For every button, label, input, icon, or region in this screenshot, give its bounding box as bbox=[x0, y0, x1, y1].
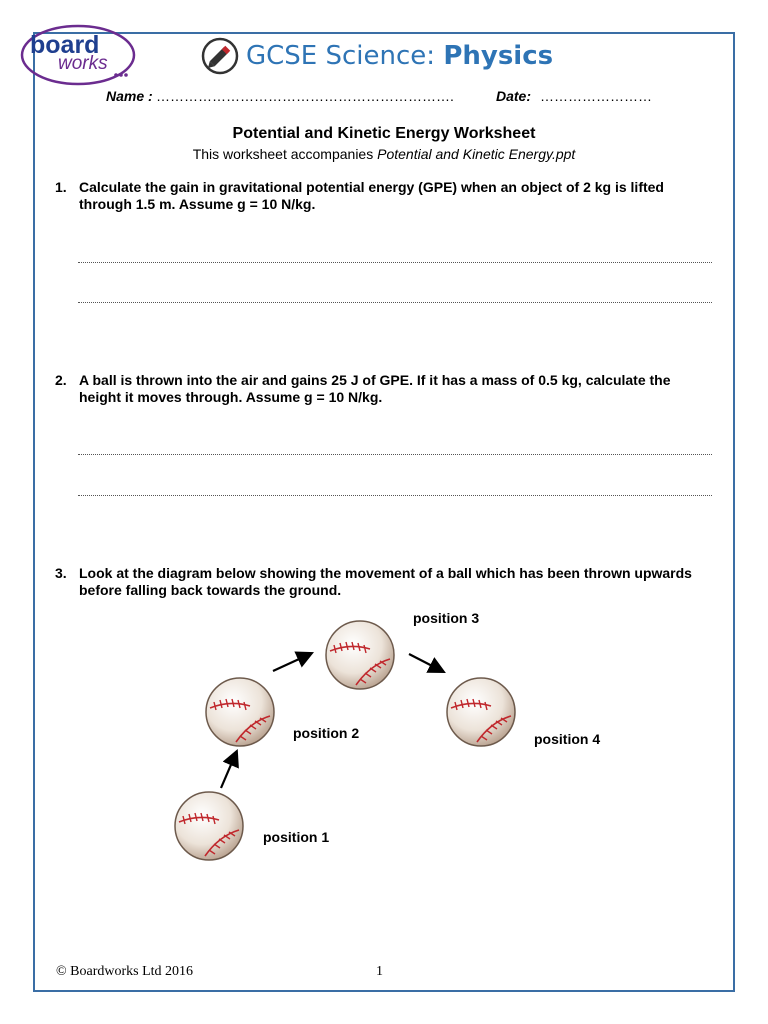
question-text: Calculate the gain in gravitational potential energy (GPE) when an object of 2 kg is lifted through 1.5 m. Assume g = 10 N/kg. bbox=[79, 179, 664, 212]
label-position-3: position 3 bbox=[413, 610, 480, 626]
date-field[interactable]: …………………… bbox=[540, 88, 652, 104]
label-position-4: position 4 bbox=[534, 731, 601, 747]
footer-copyright: © Boardworks Ltd 2016 bbox=[56, 964, 194, 979]
date-label: Date: bbox=[496, 88, 532, 104]
question-text: Look at the diagram below showing the movement of a ball which has been thrown upwards before falling back towards the ground. bbox=[79, 565, 692, 598]
arrow-2-to-3 bbox=[273, 654, 310, 671]
question-number: 1. bbox=[55, 179, 67, 195]
footer-page-number: 1 bbox=[376, 964, 383, 979]
worksheet-title: Potential and Kinetic Energy Worksheet bbox=[232, 125, 536, 142]
course-title: GCSE Science: Physics bbox=[246, 41, 554, 71]
name-field[interactable]: ………………………………………………………. bbox=[156, 88, 454, 104]
logo-line1: board bbox=[30, 31, 100, 59]
ball-position-4 bbox=[447, 678, 515, 746]
question-number: 3. bbox=[55, 565, 67, 581]
ball-position-2 bbox=[206, 678, 274, 746]
question-text: A ball is thrown into the air and gains 25 J of GPE. If it has a mass of 0.5 kg, calculate the height it moves through. Assume g = 10 N/kg. bbox=[79, 372, 671, 405]
logo-line2: works bbox=[58, 53, 108, 74]
arrow-1-to-2 bbox=[221, 753, 236, 788]
ball-position-3 bbox=[326, 621, 394, 689]
worksheet-subtitle: This worksheet accompanies Potential and Kinetic Energy.ppt bbox=[192, 146, 576, 162]
label-position-1: position 1 bbox=[263, 829, 330, 845]
name-label: Name : bbox=[106, 88, 153, 104]
question-number: 2. bbox=[55, 372, 67, 388]
arrow-3-to-4 bbox=[409, 654, 442, 671]
label-position-2: position 2 bbox=[293, 725, 360, 741]
ball-position-1 bbox=[175, 792, 243, 860]
